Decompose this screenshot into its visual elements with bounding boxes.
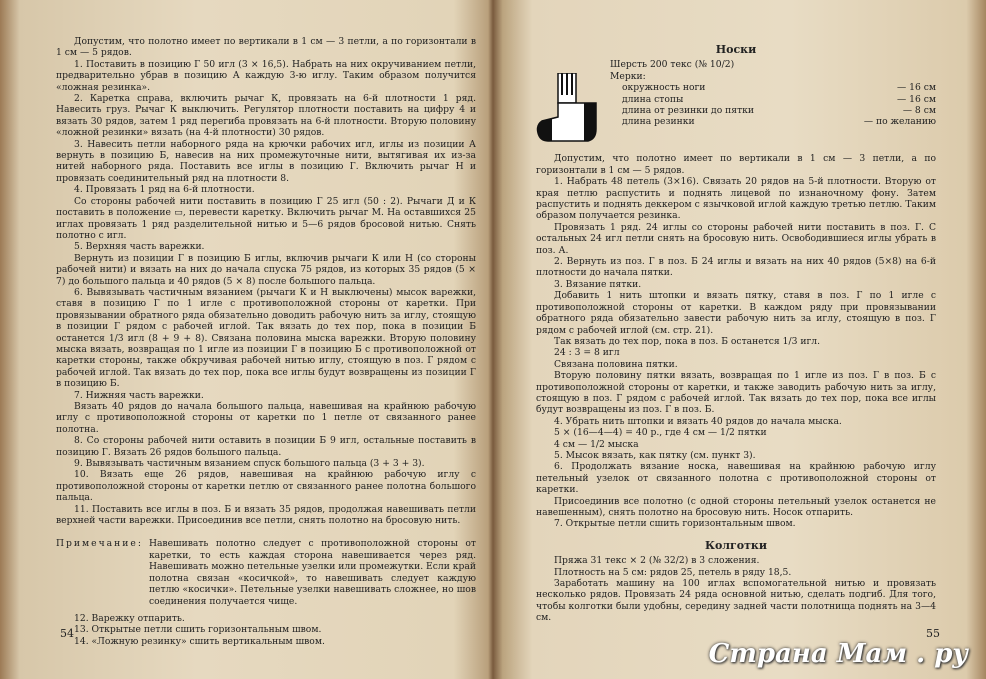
section-title-socks: Носки [715,43,757,56]
paragraph: 8. Со стороны рабочей нити оставить в позиции Б 9 игл, остальные поставить в позицию Г. Вязать 26 рядов большого пальца. [56,435,476,458]
paragraph: 10. Вязать еще 26 рядов, навешивая на крайнюю рабочую иглу с противоположной стороны от каретки петлю от связанного ранее полотна большого пальца. [56,469,476,504]
paragraph: Добавить 1 нить штопки и вязать пятку, ставя в поз. Г по 1 игле с противоположной стороны от каретки. В каждом ряду при провязывании обратного ряда обязательно завести рабочую нить за иглу, стоящую в поз. Г рядом с рабочей иглой (см. стр. 21). [536,290,936,336]
page-number-right: 55 [926,626,940,640]
yarn-spec: Шерсть 200 текс (№ 10/2) [610,59,735,71]
paragraph: 12. Варежку отпарить. [74,612,185,624]
note-text: Навешивать полотно следует с противоположной стороны от каретки, то есть каждая сторона навешивается через ряд. Навешивать можно петельные узелки или промежутки. Если край полотна связан «косичкой», то навешивать следует каждую петлю «косички». Петельные узелки навешивать сложнее, но шов соединения получается чище. [148,538,476,607]
paragraph: 6. Продолжать вязание носка, навешивая на крайнюю рабочую иглу петельный узелок от связанного полотна с противоположной стороны от каретки. [536,461,936,496]
paragraph: Вернуть из позиции Г в позицию Б иглы, включив рычаги К или Н (со стороны рабочей нити) и вязать на них до начала спуска 75 рядов, из которых 35 рядов (5 × 7) до большого пальца и 40 рядов (5 × 8) после большого пальца. [56,252,476,287]
note-block [56,538,476,606]
measure-row [610,82,936,93]
right-page [496,0,986,679]
paragraph: 6. Вывязывать частичным вязанием (рычаги К и Н выключены) мысок варежки, ставя в позицию Г по 1 игле с противоположной стороны от каретки. При провязывании обратного ряда обязательно доводить рабочую нить за иглу, стоящую в позиции Г рядом с рабочей иглой. Так вязать до тех пор, пока в позиции Б останется 1/3 игл (8 + 9 + 8). Связана половина мыска варежки. Вторую половину мыска вязать, возвращая по 1 игле из позиции Г в позицию Б с противоположной от каретки стороны, также обкручивая рабочей нитью иглу, стоящую в поз. Г рядом с рабочей иглой. Так вязать до тех пор, пока все иглы будут возвращены из позиции Г в позицию Б. [56,286,476,390]
paragraph: 14. «Ложную резинку» сшить вертикальным швом. [74,635,325,647]
measure-row [610,105,936,116]
paragraph: 7. Открытые петли сшить горизонтальным швом. [554,518,796,530]
section-title-tights: Колготки [704,538,768,552]
measure-row [610,94,936,105]
measure-value: — по желанию [863,116,936,128]
measure-name: длина стопы [622,93,684,105]
left-paragraphs [56,36,476,526]
paragraph: 2. Каретка справа, включить рычаг К, провязать на 6-й плотности 1 ряд. Навесить груз. Рычаг К выключить. Регулятор плотности поставить на цифру 4 и вязать 30 рядов, затем 1 ряд перегиба провязать на 6-й плотности. Вторую половину «ложной резинки» вязать (на 4-й плотности) 30 рядов. [56,93,476,139]
measure-value: — 8 см [902,105,936,117]
paragraph: 24 : 3 = 8 игл [554,347,620,359]
paragraph: Присоединив все полотно (с одной стороны петельный узелок останется не навешенным), снять полотно на бросовую нить. Носок отпарить. [536,495,936,518]
sock-header [536,59,936,145]
paragraph: Допустим, что полотно имеет по вертикали в 1 см — 3 петли, а по горизонтали в 1 см — 5 рядов. [56,36,476,59]
paragraph: 11. Поставить все иглы в поз. Б и вязать 35 рядов, продолжая навешивать петли верхней части варежки. Присоединив все петли, снять полотно на бросовую нить. [56,503,476,527]
paragraph: 4. Убрать нить штопки и вязать 40 рядов до начала мыска. [554,415,842,427]
measure-label: Мерки: [610,70,646,82]
paragraph: 2. Вернуть из поз. Г в поз. Б 24 иглы и вязать на них 40 рядов (5×8) на 6-й плотности до начала пятки. [536,256,936,279]
left-page [0,0,490,679]
note-label: Примечание: [56,538,143,550]
paragraph: 5. Верхняя часть варежки. [74,241,205,253]
paragraph: 1. Набрать 48 петель (3×16). Связать 20 рядов на 5-й плотности. Вторую от края петлю распустить и поднять лицевой по изнаночному фону. Затем распустить и поднять деккером с язычковой иглой каждую третью петлю. Таким образом получается резинка. [536,176,936,222]
page-number-left: 54 [60,626,74,640]
paragraph: 3. Вязание пятки. [554,278,642,290]
measure-row [610,116,936,127]
paragraph: 3. Навесить петли наборного ряда на крючки рабочих игл, иглы из позиции А вернуть в позицию Б, навесив на них промежуточные нити, вытягивая их из-за нитей наборного ряда. Поставить все иглы в позицию Г. Включить рычаг Н и провязать соединительный ряд на плотности 8. [56,138,476,184]
right-paragraphs [536,153,936,529]
measure-list [610,82,936,128]
measure-name: длина резинки [622,116,695,128]
paragraph: 5 × (16—4—4) = 40 р., где 4 см — 1/2 пятки [554,427,767,439]
measure-name: окружность ноги [622,82,706,94]
paragraph: Вторую половину пятки вязать, возвращая по 1 игле из поз. Г в поз. Б с противоположной стороны от каретки, и также заводить рабочую нить за иглу, стоящую в поз. Г рядом с рабочей иглой. Так вязать до тех пор, пока все иглы будут возвращены из поз. Г в поз. Б. [536,370,936,416]
watermark: Страна Мам . ру [708,639,968,669]
paragraph: Пряжа 31 текс × 2 (№ 32/2) в 3 сложения. [554,555,760,567]
paragraph: Так вязать до тех пор, пока в поз. Б останется 1/3 игл. [554,335,821,347]
measure-value: — 16 см [896,93,936,105]
paragraph: Со стороны рабочей нити поставить в позицию Г 25 игл (50 : 2). Рычаги Д и К поставить в положение ▭, перевести каретку. Включить рычаг М. На оставшихся 25 иглах провязать 1 ряд разделительной нитью и 5—6 рядов бросовой нитью. Снять полотно с игл. [56,195,476,241]
paragraph: Допустим, что полотно имеет по вертикали в 1 см — 3 петли, а по горизонтали в 1 см — 5 рядов. [536,153,936,176]
paragraph: Вязать 40 рядов до начала большого пальца, навешивая на крайнюю рабочую иглу с противоположной стороны от каретки по 1 петле от связанного ранее полотна. [56,401,476,435]
paragraph: 4 см — 1/2 мыска [554,438,639,450]
paragraph: 13. Открытые петли сшить горизонтальным швом. [74,624,322,636]
paragraph: 5. Мысок вязать, как пятку (см. пункт 3). [554,449,756,461]
paragraph: Провязать 1 ряд. 24 иглы со стороны рабочей нити поставить в поз. Г. С остальных 24 игл петли снять на бросовую нить. Освободившиеся иглы убрать в поз. А. [536,221,936,256]
sock-illustration-icon [536,73,598,145]
paragraph: 7. Нижняя часть варежки. [74,389,204,401]
paragraph: 4. Провязать 1 ряд на 6-й плотности. [74,184,255,196]
paragraph: 1. Поставить в позицию Г 50 игл (3 × 16,5). Набрать на них окручиванием петли, предварительно убрав в позицию А каждую 3-ю иглу. Таким образом получится «ложная резинка». [56,58,476,93]
paragraph: Плотность на 5 см: рядов 25, петель в ряду 18,5. [554,566,792,578]
specs [610,59,936,145]
measure-value: — 16 см [896,82,936,94]
left-tail [56,613,476,647]
paragraph: Связана половина пятки. [554,358,678,370]
paragraph: Заработать машину на 100 иглах вспомогательной нитью и провязать несколько рядов. Провязать 24 ряда основной нитью, сделать подгиб. Для того, чтобы колготки были удобны, середину задней части полотнища поднять на 3—4 см. [536,578,936,624]
measure-name: длина от резинки до пятки [622,105,755,117]
tights-paragraphs [536,555,936,623]
paragraph: 9. Вывязывать частичным вязанием спуск большого пальца (3 + 3 + 3). [74,458,425,470]
